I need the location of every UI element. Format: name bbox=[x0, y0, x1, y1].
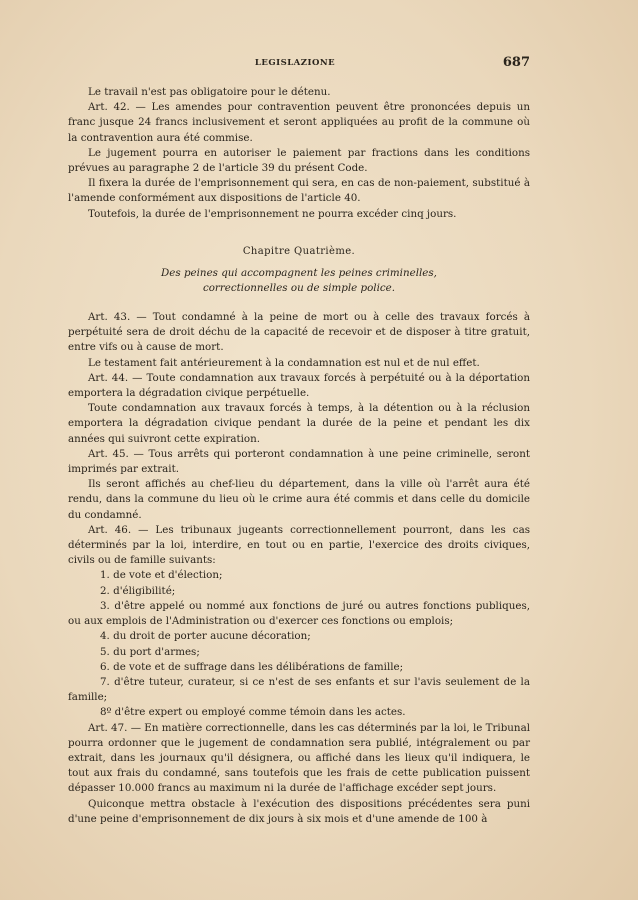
running-head: LEGISLAZIONE bbox=[254, 58, 336, 68]
article-47: Art. 47. — En matière correctionnelle, dans les cas déterminés par la loi, le Tribunal pourra ordonner que le jugement de condamnation sera publié, intégralement ou par extrait, dans les journaux qu'il désignera, ou affiché dans les lieux qu'il indiquera, le tout aux frais du condamné, sans toutefois que les frais de cette publication puissent dépasser 10.000 francs au maximum ni la durée de l'affichage excéder sept jours. bbox=[68, 721, 530, 795]
article-45: Art. 45. — Tous arrêts qui porteront condamnation à une peine criminelle, seront imprimés par extrait. bbox=[68, 447, 530, 476]
list-item: 2. d'éligibilité; bbox=[100, 584, 176, 597]
paragraph: Le travail n'est pas obligatoire pour le détenu. bbox=[88, 86, 331, 98]
paragraph: Le testament fait antérieurement à la condamnation est nul et de nul effet. bbox=[88, 356, 480, 369]
article-46: Art. 46. — Les tribunaux jugeants correctionnellement pourront, dans les cas déterminés par la loi, interdire, en tout ou en partie, l'exercice des droits civiques, civils ou de famille suivants: bbox=[68, 523, 530, 567]
list-item: 1. de vote et d'élection; bbox=[100, 569, 223, 582]
list-item: 8º d'être expert ou employé comme témoin dans les actes. bbox=[100, 706, 406, 719]
article-43: Art. 43. — Tout condamné à la peine de mort ou à celle des travaux forcés à perpétuité sera de droit déchu de la capacité de recevoir et de disposer à titre gratuit, entre vifs ou à cause de mort. bbox=[68, 311, 530, 354]
chapter-heading: Chapitre Quatrième. bbox=[242, 245, 356, 257]
paragraph: Ils seront affichés au chef-lieu du département, dans la ville où l'arrêt aura été rendu, dans la commune du lieu où le crime aura été commis et dans celle du domicile du condamné. bbox=[68, 478, 530, 521]
paragraph: Toutefois, la durée de l'emprisonnement ne pourra excéder cinq jours. bbox=[88, 207, 457, 220]
paragraph: Toute condamnation aux travaux forcés à temps, à la détention ou à la réclusion emportera la dégradation civique pendant la durée de la peine et pendant les dix années qui suivront cette expiration. bbox=[68, 402, 530, 445]
chapter-subtitle-line: correctionnelles ou de simple police. bbox=[202, 282, 396, 295]
list-item: 6. de vote et de suffrage dans les délibérations de famille; bbox=[100, 660, 404, 673]
paragraph: Quiconque mettra obstacle à l'exécution des dispositions précédentes sera puni d'une peine d'emprisonnement de dix jours à six mois et d'une amende de 100 à bbox=[68, 797, 530, 825]
paragraph: Le jugement pourra en autoriser le paiement par fractions dans les conditions prévues au paragraphe 2 de l'article 39 du présent Code. bbox=[68, 146, 530, 175]
list-item: 7. d'être tuteur, curateur, si ce n'est de ses enfants et sur l'avis seulement de la famille; bbox=[68, 675, 530, 704]
chapter-subtitle-line: Des peines qui accompagnent les peines criminelles, bbox=[161, 267, 437, 280]
list-item: 4. du droit de porter aucune décoration; bbox=[100, 630, 311, 643]
article-42: Art. 42. — Les amendes pour contravention peuvent être prononcées depuis un franc jusque 24 francs inclusivement et seront appliquées au profit de la commune où la contravention aura été commise. bbox=[68, 101, 530, 144]
page-number: 687 bbox=[502, 55, 530, 70]
paragraph: Il fixera la durée de l'emprisonnement qui sera, en cas de non-paiement, substitué à l'amende conformément aux dispositions de l'article 40. bbox=[68, 177, 530, 205]
page-header bbox=[60, 55, 530, 75]
list-item: 5. du port d'armes; bbox=[100, 645, 200, 658]
document-body bbox=[68, 85, 530, 827]
list-item: 3. d'être appelé ou nommé aux fonctions de juré ou autres fonctions publiques, ou aux emplois de l'Administration ou d'exercer ces fonctions ou emplois; bbox=[68, 599, 530, 628]
chapter-subtitle bbox=[68, 266, 530, 296]
article-44: Art. 44. — Toute condamnation aux travaux forcés à perpétuité ou à la déportation emportera la dégradation civique perpétuelle. bbox=[68, 371, 530, 400]
